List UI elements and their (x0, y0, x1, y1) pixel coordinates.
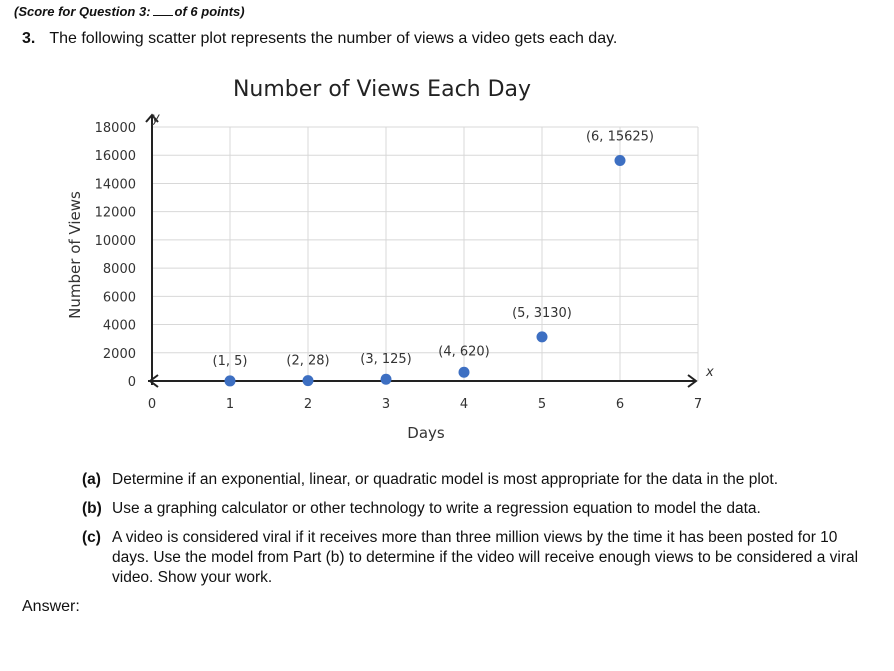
y-tick-label: 18000 (94, 121, 136, 136)
x-tick-label: 0 (147, 397, 157, 412)
data-point (303, 375, 314, 386)
data-point (225, 375, 236, 386)
data-label: (5, 3130) (512, 305, 572, 321)
y-tick-label: 10000 (94, 233, 136, 249)
data-label: (4, 620) (438, 344, 490, 360)
point-labels (213, 130, 655, 369)
part-a (82, 470, 872, 490)
part-c (82, 528, 872, 588)
y-tick-label: 14000 (94, 177, 136, 193)
score-suffix: of 6 points) (174, 4, 245, 19)
x-tick-label: 4 (459, 397, 469, 412)
part-b-text: Use a graphing calculator or other technology to write a regression equation to model the data. (112, 500, 761, 517)
data-point (615, 155, 626, 166)
x-tick-label: 1 (225, 397, 235, 412)
y-axis-title: Number of Views (66, 191, 84, 319)
x-tick-label: 6 (615, 397, 625, 412)
data-point (459, 367, 470, 378)
data-label: (3, 125) (360, 352, 412, 368)
y-tick-label: 4000 (102, 318, 136, 334)
x-axis-title: Days (407, 424, 445, 442)
x-tick-label: 7 (693, 397, 703, 412)
y-tick-label: 0 (127, 375, 136, 390)
y-axis-letter: y (152, 111, 160, 126)
grid-lines (152, 127, 698, 381)
answer-label: Answer: (22, 598, 80, 615)
data-label: (2, 28) (286, 353, 330, 369)
y-tick-label: 8000 (102, 262, 136, 278)
data-label: (1, 5) (212, 353, 248, 369)
part-a-label: (a) (82, 471, 101, 488)
y-tick-label: 16000 (94, 149, 136, 165)
x-axis-letter: x (706, 365, 714, 380)
data-point (537, 331, 548, 342)
data-point (381, 374, 392, 385)
part-b (82, 499, 872, 519)
y-tick-labels (95, 121, 136, 390)
y-tick-label: 6000 (102, 290, 136, 306)
data-label: (6, 15625) (585, 129, 655, 145)
x-tick-label: 2 (303, 397, 313, 412)
part-b-label: (b) (82, 500, 102, 517)
question-parts (82, 470, 872, 597)
part-a-text: Determine if an exponential, linear, or quadratic model is most appropriate for the data in the plot. (112, 471, 779, 488)
data-points (225, 155, 626, 386)
part-c-label: (c) (82, 529, 101, 546)
chart-title: Number of Views Each Day (232, 77, 532, 102)
question-text: The following scatter plot represents the number of views a video gets each day. (49, 30, 618, 47)
axes (146, 115, 696, 387)
score-prefix: (Score for Question 3: (14, 4, 151, 19)
x-tick-label: 5 (537, 397, 547, 412)
part-c-text: A video is considered viral if it receives more than three million views by the time it has been posted for 10 days. Use the model from Part (b) to determine if the video will receive enough views to be considered a viral video. Show your work. (112, 529, 859, 586)
y-tick-label: 2000 (102, 346, 136, 362)
x-tick-label: 3 (381, 397, 391, 412)
question-number: 3. (22, 30, 36, 47)
x-tick-labels (148, 397, 702, 412)
y-tick-label: 12000 (94, 205, 136, 221)
